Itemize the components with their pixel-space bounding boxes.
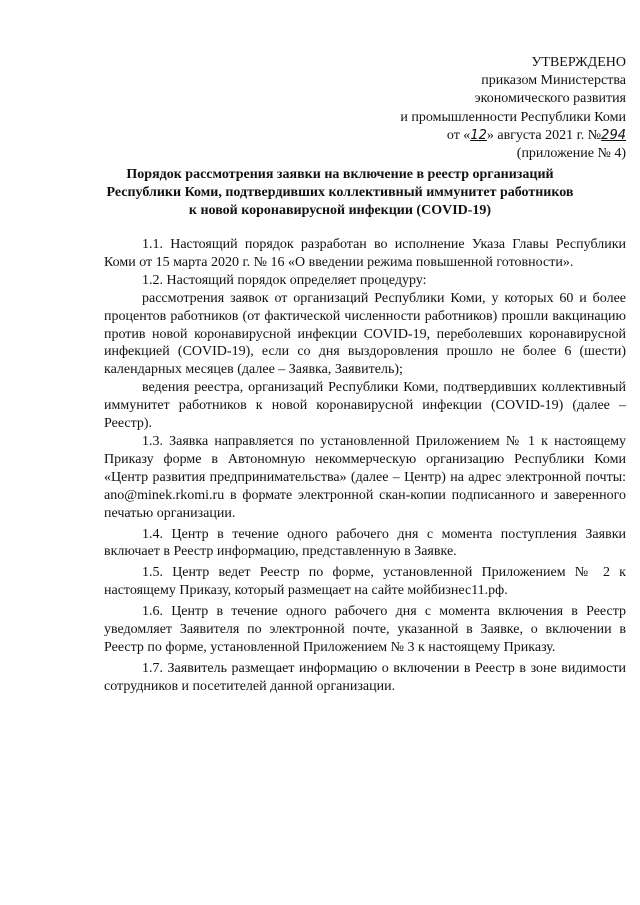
approval-appendix: (приложение № 4)	[516, 146, 626, 162]
paragraph-procedure-review: рассмотрения заявок от организаций Республики Коми, у которых 60 и более процентов работников (от фактической численности работников) прошли вакцинацию против новой коронавирусной инфекции COVID-19, переболевших коронавирусной инфекцией (COVID-19), если со дня выздоровления прошло не более 6 (шести) календарных месяцев (далее – Заявка, Заявитель);	[104, 290, 626, 378]
title-line-2: Республики Коми, подтвердивших коллективный иммунитет работников	[106, 185, 574, 200]
approval-line-1: приказом Министерства	[481, 73, 626, 89]
paragraph-1-4: 1.4. Центр в течение одного рабочего дня с момента поступления Заявки включает в Реестр информацию, представленную в Заявке.	[104, 526, 626, 560]
document-title	[80, 166, 600, 220]
paragraph-1-5: 1.5. Центр ведет Реестр по форме, установленной Приложением № 2 к настоящему Приказу, который размещает на сайте мойбизнес11.рф.	[104, 565, 626, 599]
title-line-1: Порядок рассмотрения заявки на включение в реестр организаций	[126, 167, 554, 182]
handwritten-day: 12	[470, 127, 487, 143]
document-body	[104, 236, 626, 696]
date-middle: » августа 2021 г. №	[486, 127, 602, 143]
handwritten-number: 294	[601, 127, 626, 143]
date-prefix: от «	[446, 127, 471, 143]
approval-line-3: и промышленности Республики Коми	[400, 109, 626, 125]
title-line-3: к новой коронавирусной инфекции (COVID-19)	[188, 203, 492, 218]
approval-block	[400, 54, 626, 163]
paragraph-procedure-registry: ведения реестра, организаций Республики Коми, подтвердивших коллективный иммунитет работников к новой коронавирусной инфекции (COVID-19) (далее – Реестр).	[104, 380, 626, 432]
paragraph-1-6: 1.6. Центр в течение одного рабочего дня с момента включения в Реестр уведомляет Заявителя по электронной почте, указанной в Заявке, о включении в Реестр по форме, установленной Приложением № 3 к настоящему Приказу.	[104, 604, 626, 655]
approval-date-line	[400, 127, 626, 145]
paragraph-1-3: 1.3. Заявка направляется по установленной Приложением № 1 к настоящему Приказу форме в Автономную некоммерческую организацию Республики Коми «Центр развития предпринимательства» (далее – Центр) на адрес электронной почты: ano@minek.rkomi.ru в формате электронной скан-копии подписанного и заверенного печатью организации.	[104, 433, 626, 521]
paragraph-1-1: 1.1. Настоящий порядок разработан во исполнение Указа Главы Республики Коми от 15 марта 2020 г. № 16 «О введении режима повышенной готовности».	[104, 237, 626, 270]
approval-line-2: экономического развития	[474, 91, 626, 107]
paragraph-1-7: 1.7. Заявитель размещает информацию о включении в Реестр в зоне видимости сотрудников и посетителей данной организации.	[104, 660, 626, 694]
approval-heading: УТВЕРЖДЕНО	[531, 55, 626, 70]
paragraph-1-2: 1.2. Настоящий порядок определяет процедуру:	[142, 272, 427, 288]
